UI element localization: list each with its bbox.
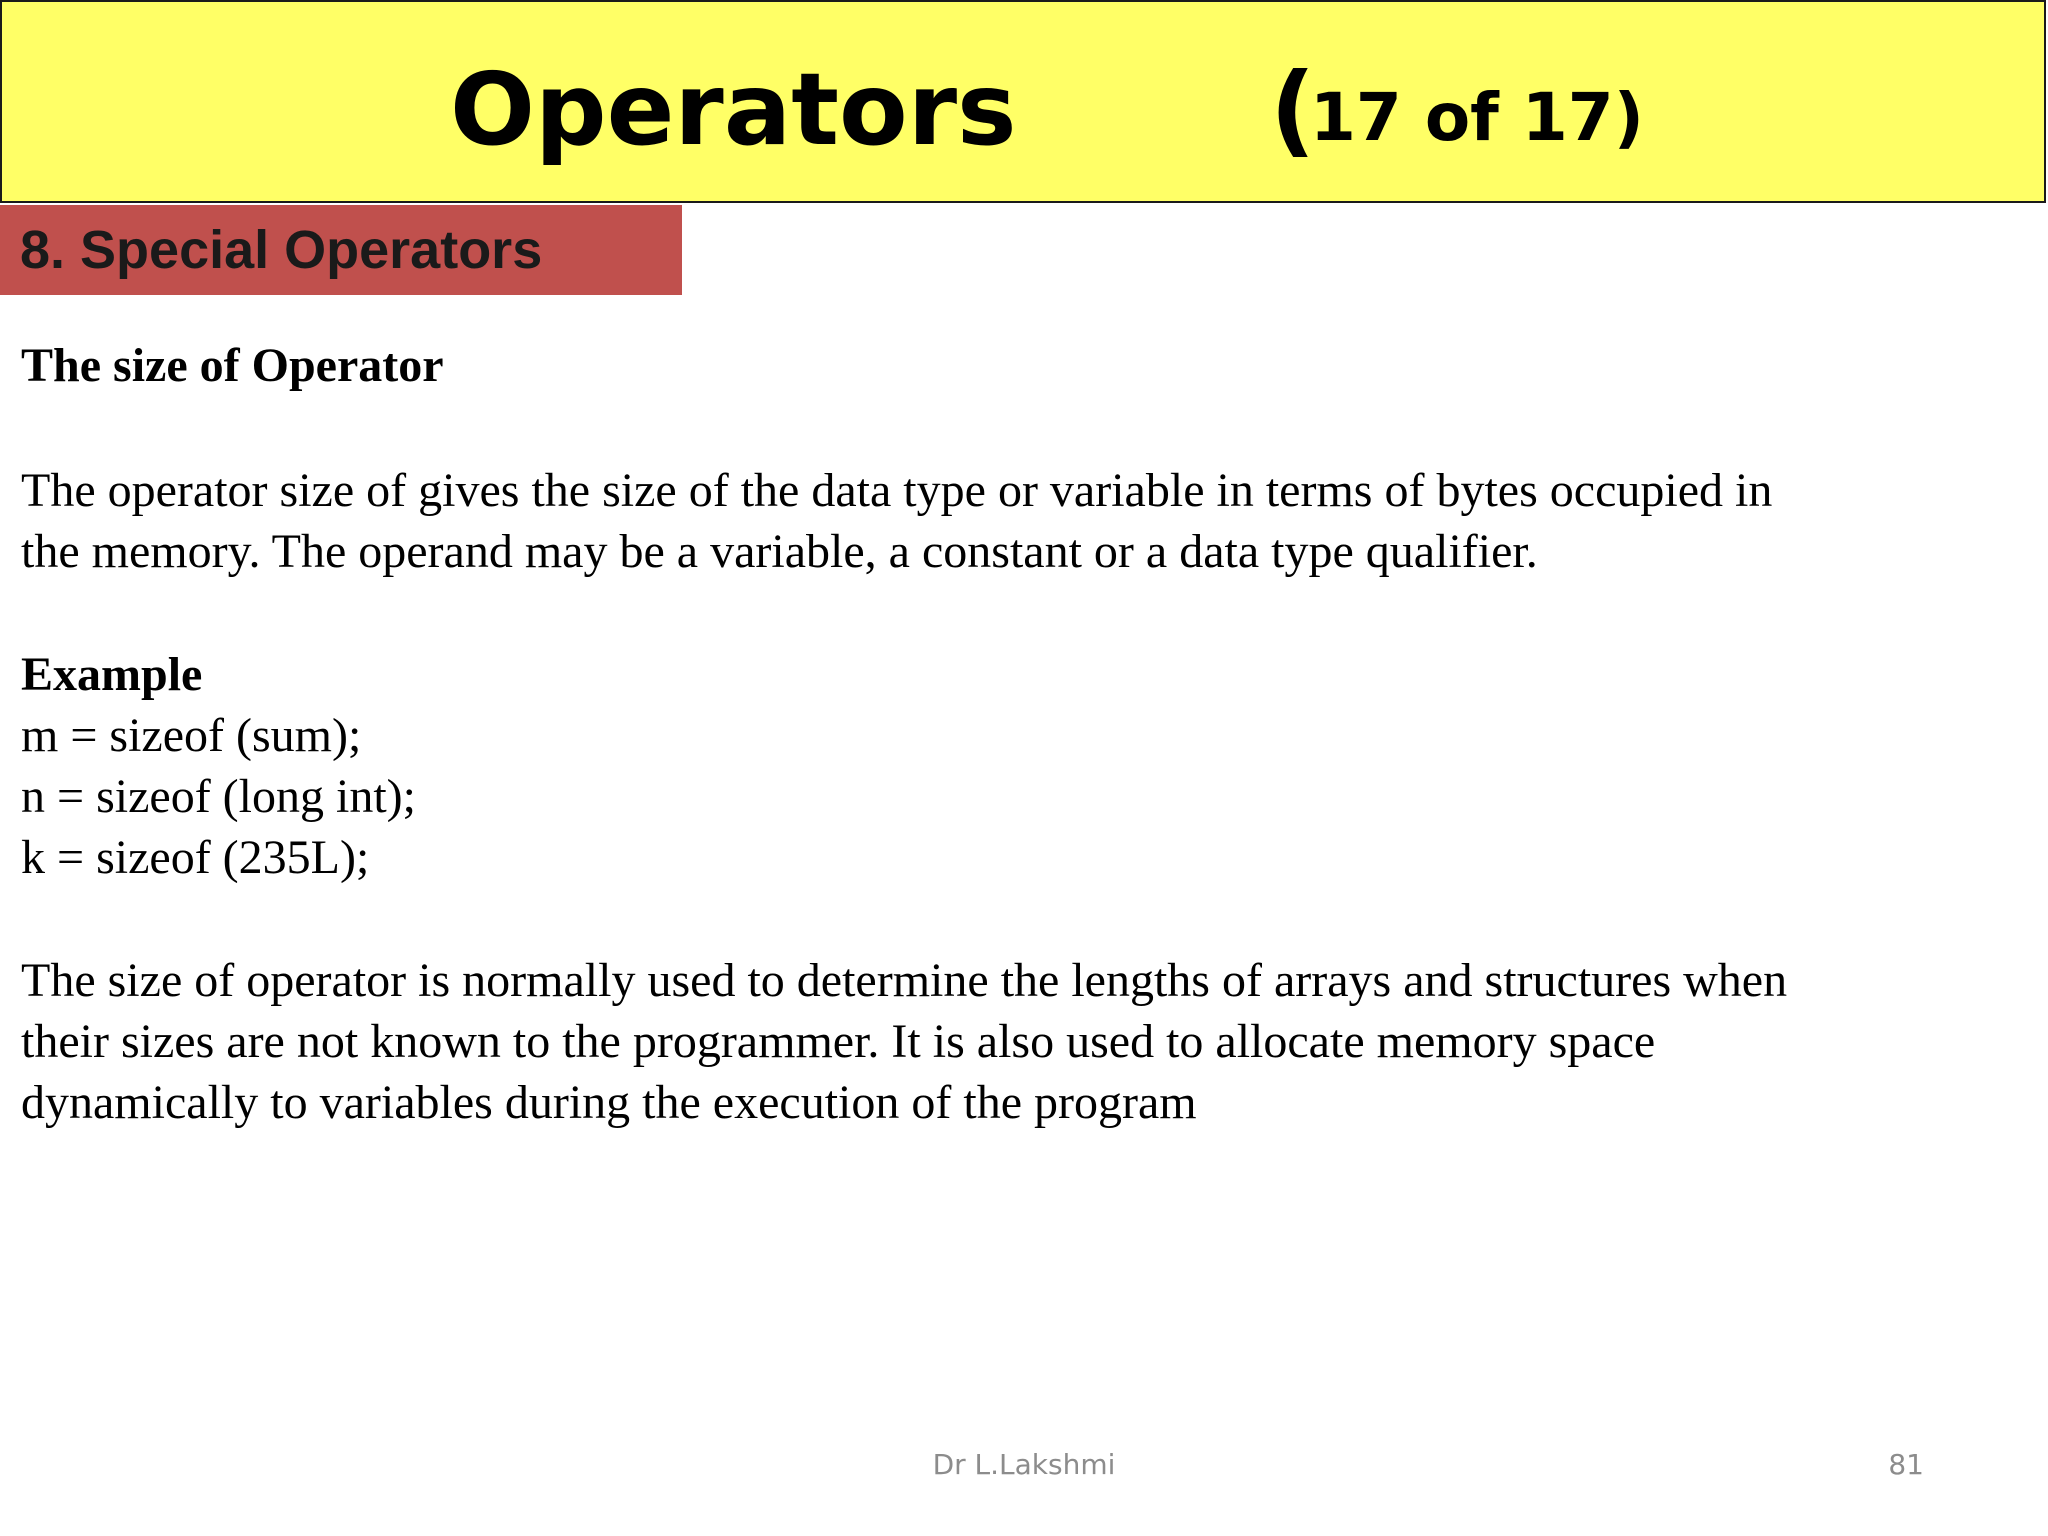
slide-count: 17 of 17) xyxy=(1310,79,1644,156)
topic-heading: The size of Operator xyxy=(21,339,444,392)
intro-line: The operator size of gives the size of the data type or variable in terms of bytes occupied in xyxy=(21,464,1773,517)
example-line: m = sizeof (sum); xyxy=(21,709,362,762)
section-label-box xyxy=(0,205,682,295)
title-bar xyxy=(0,0,2046,203)
spacer xyxy=(21,396,2011,460)
slide-title-paren: ( xyxy=(1270,51,1316,168)
example-line: n = sizeof (long int); xyxy=(21,770,416,823)
closing-line: their sizes are not known to the programmer. It is also used to allocate memory space xyxy=(21,1015,1656,1068)
slide-title: Operators xyxy=(450,51,1017,168)
intro-line: the memory. The operand may be a variable, a constant or a data type qualifier. xyxy=(21,525,1538,578)
spacer xyxy=(21,582,2011,644)
example-line: k = sizeof (235L); xyxy=(21,831,370,884)
spacer xyxy=(21,888,2011,950)
example-heading: Example xyxy=(21,648,203,701)
footer-author: Dr L.Lakshmi xyxy=(932,1448,1116,1481)
slide-body xyxy=(21,335,2011,1133)
page-number: 81 xyxy=(1888,1448,1924,1481)
section-label: 8. Special Operators xyxy=(20,220,543,280)
closing-line: dynamically to variables during the execution of the program xyxy=(21,1076,1197,1129)
closing-line: The size of operator is normally used to determine the lengths of arrays and structures when xyxy=(21,954,1788,1007)
